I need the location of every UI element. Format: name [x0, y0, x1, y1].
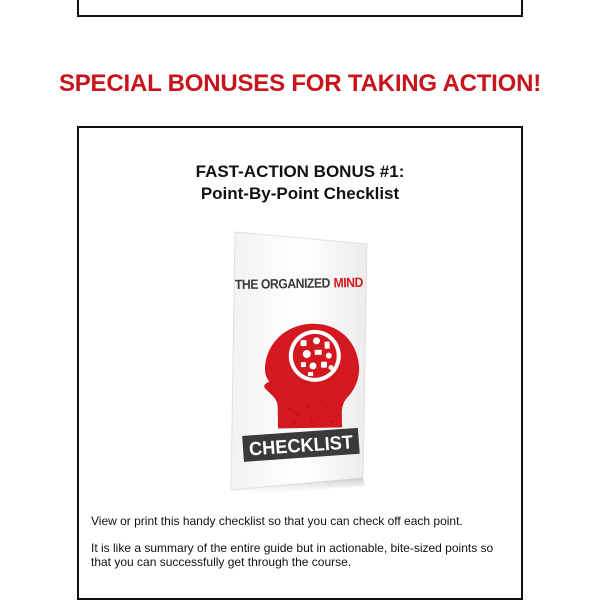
svg-text:THE ORGANIZEDMIND — [234, 274, 367, 293]
bonus-title-line1: FAST-ACTION BONUS #1: — [195, 162, 405, 181]
checklist-product-image — [207, 228, 397, 496]
bonuses-headline: SPECIAL BONUSES FOR TAKING ACTION! — [58, 70, 542, 97]
product-brand-part1: THE ORGANIZED — [234, 275, 341, 293]
bonus-title-line2: Point-By-Point Checklist — [200, 184, 400, 203]
product-brand-part2: MIND — [333, 274, 367, 291]
bonus-title — [79, 161, 521, 205]
product-label: CHECKLIST — [248, 431, 359, 461]
bonus-card — [77, 126, 523, 600]
bonus-description-1: View or print this handy checklist so that you can check off each point. — [91, 514, 463, 528]
bonus-description-2: It is like a summary of the entire guide but in actionable, bite-sized points so that you can successfully get through the course. — [91, 541, 494, 569]
previous-section-box — [77, 0, 523, 17]
